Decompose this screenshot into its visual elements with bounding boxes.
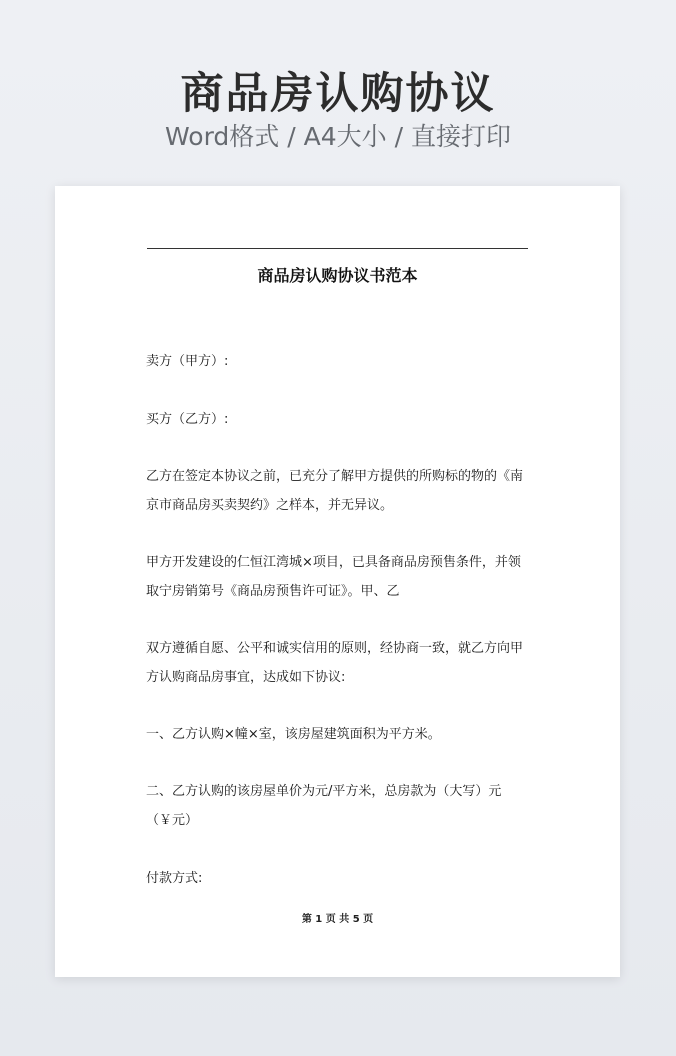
- document-page: [55, 186, 620, 977]
- page-number: 第 1 页 共 5 页: [301, 914, 374, 925]
- clause-two: 二、乙方认购的该房屋单价为元/平方米，总房款为（大写）元（￥元）: [146, 784, 502, 828]
- header-rule: [147, 248, 528, 249]
- paragraph-agreement: 双方遵循自愿、公平和诚实信用的原则，经协商一致，就乙方向甲方认购商品房事宜，达成如下协议:: [146, 641, 524, 685]
- buyer-line: 买方（乙方）:: [146, 412, 229, 427]
- document-title: 商品房认购协议书范本: [257, 266, 418, 285]
- paragraph-project: 甲方开发建设的仁恒江湾城×项目，已具备商品房预售条件，并领取宁房销第号《商品房预售许可证》。甲、乙: [146, 555, 521, 599]
- payment-method-line: 付款方式:: [146, 871, 203, 886]
- seller-line: 卖方（甲方）:: [146, 354, 229, 369]
- banner-title: 商品房认购协议: [180, 69, 496, 119]
- paragraph-acknowledgement: 乙方在签定本协议之前，已充分了解甲方提供的所购标的物的《南京市商品房买卖契约》之样本，并无异议。: [146, 469, 524, 513]
- clause-one: 一、乙方认购×幢×室，该房屋建筑面积为平方米。: [146, 727, 441, 742]
- banner-subtitle: Word格式 / A4大小 / 直接打印: [165, 122, 511, 151]
